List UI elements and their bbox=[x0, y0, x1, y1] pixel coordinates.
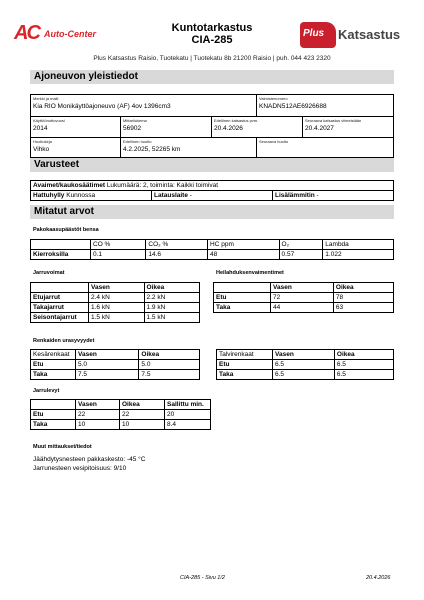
hat-shelf-value: Kunnossa bbox=[64, 192, 96, 199]
column-header: Vasen bbox=[76, 350, 139, 360]
row-label: Taka bbox=[31, 370, 76, 380]
brake-discs-title: Jarrulevyt bbox=[33, 388, 60, 394]
charger-cell bbox=[151, 190, 273, 201]
field-label: Seuraava huolto bbox=[259, 139, 289, 144]
table-corner bbox=[31, 400, 76, 410]
ac-logo-text: Auto-Center bbox=[44, 29, 96, 39]
intro-year-cell bbox=[30, 116, 120, 137]
emissions-table bbox=[30, 239, 394, 260]
column-header: CO₂ % bbox=[146, 240, 208, 250]
vin-cell bbox=[256, 94, 394, 116]
row-label: Kierroksilla bbox=[31, 250, 91, 260]
plus-katsastus-logo bbox=[300, 22, 410, 48]
column-header: Oikea bbox=[333, 283, 393, 293]
shocks-table bbox=[213, 282, 394, 313]
charger-label: Latauslaite bbox=[154, 192, 188, 199]
table-row bbox=[31, 370, 200, 380]
table-cell: 1.6 kN bbox=[89, 303, 145, 313]
tread-depth-title: Renkaiden urasyvyydet bbox=[33, 338, 95, 344]
keys-value: Lukumäärä: 2, toiminta: Kaikki toimivat bbox=[105, 182, 219, 189]
row-label: Etujarrut bbox=[31, 293, 89, 303]
table-header-row bbox=[214, 283, 394, 293]
table-header-row bbox=[31, 400, 211, 410]
summer-tires-table bbox=[30, 349, 200, 380]
row-label: Taka bbox=[217, 370, 273, 380]
table-corner bbox=[31, 283, 89, 293]
field-value: 56902 bbox=[123, 125, 142, 132]
column-header: Oikea bbox=[120, 400, 165, 410]
column-header: Oikea bbox=[334, 350, 393, 360]
table-cell: 44 bbox=[271, 303, 334, 313]
charger-value: - bbox=[187, 192, 192, 199]
table-corner bbox=[31, 240, 91, 250]
table-cell: 22 bbox=[120, 410, 165, 420]
table-cell: 6.5 bbox=[334, 370, 393, 380]
heater-cell bbox=[272, 190, 394, 201]
table-cell: 48 bbox=[208, 250, 280, 260]
table-row bbox=[217, 360, 394, 370]
field-value: KNADN512AE6926688 bbox=[259, 103, 327, 110]
table-row bbox=[214, 293, 394, 303]
table-corner bbox=[214, 283, 271, 293]
column-header: Talvirenkaat bbox=[217, 350, 273, 360]
section-heading-general: Ajoneuvon yleistiedot bbox=[30, 70, 394, 84]
row-label: Etu bbox=[214, 293, 271, 303]
document-title: Kuntotarkastus bbox=[171, 22, 253, 34]
table-cell: 8.4 bbox=[165, 420, 211, 430]
column-header: Vasen bbox=[271, 283, 334, 293]
table-row bbox=[31, 250, 394, 260]
table-row bbox=[214, 303, 394, 313]
field-label: Edellinen katsastus pvm. bbox=[214, 118, 259, 123]
previous-inspection-cell bbox=[211, 116, 302, 137]
field-label: Käyttöönottovuosi bbox=[33, 118, 65, 123]
table-row bbox=[31, 313, 200, 323]
plus-logo-badge bbox=[300, 22, 336, 48]
row-label: Taka bbox=[214, 303, 271, 313]
table-header-row bbox=[31, 283, 200, 293]
emissions-title: Pakokaasupäästöt bensa bbox=[33, 227, 99, 233]
field-label: Mittarilukema bbox=[123, 118, 147, 123]
table-cell: 5.0 bbox=[76, 360, 139, 370]
field-value: Vihko bbox=[33, 146, 50, 153]
previous-service-cell bbox=[120, 137, 256, 158]
table-cell: 6.5 bbox=[273, 370, 335, 380]
field-label: Huoltokirja bbox=[33, 139, 52, 144]
table-row bbox=[217, 370, 394, 380]
registration-number: CIA-285 bbox=[191, 34, 233, 46]
service-book-cell bbox=[30, 137, 120, 158]
field-value: 4.2.2025, 52265 km bbox=[123, 146, 181, 153]
next-inspection-cell bbox=[302, 116, 394, 137]
table-cell: 72 bbox=[271, 293, 334, 303]
table-cell: 7.5 bbox=[139, 370, 200, 380]
column-header: CO % bbox=[91, 240, 146, 250]
other-measurements-title: Muut mittaukset/tiedot bbox=[33, 444, 92, 450]
table-cell: 10 bbox=[76, 420, 120, 430]
ac-logo-mark: AC bbox=[14, 22, 39, 44]
field-label: Merkki ja malli bbox=[33, 96, 59, 101]
table-cell: 1.9 kN bbox=[144, 303, 200, 313]
brake-fluid-line: Jarrunesteen vesipitoisuus: 9/10 bbox=[33, 465, 127, 472]
general-info-grid bbox=[30, 94, 394, 158]
plus-logo-word: Plus bbox=[303, 28, 325, 39]
page-number: CIA-285 - Sivu 1/2 bbox=[180, 575, 225, 581]
hat-shelf-label: Hattuhylly bbox=[33, 192, 65, 199]
next-service-cell bbox=[256, 137, 394, 158]
column-header: Vasen bbox=[273, 350, 335, 360]
table-cell: 1.022 bbox=[323, 250, 394, 260]
heater-value: - bbox=[314, 192, 319, 199]
field-label: Valmistenumero bbox=[259, 96, 288, 101]
make-model-cell bbox=[30, 94, 256, 116]
table-cell: 10 bbox=[120, 420, 165, 430]
katsastus-logo-word: Katsastus bbox=[338, 27, 401, 42]
row-label: Taka bbox=[31, 420, 76, 430]
table-cell: 6.5 bbox=[273, 360, 335, 370]
row-label: Seisontajarrut bbox=[31, 313, 89, 323]
section-heading-equipment: Varusteet bbox=[30, 158, 394, 172]
column-header: HC ppm bbox=[208, 240, 280, 250]
table-row bbox=[31, 410, 211, 420]
table-cell: 1.5 kN bbox=[89, 313, 145, 323]
column-header: Sallittu min. bbox=[165, 400, 211, 410]
table-row bbox=[31, 293, 200, 303]
keys-label: Avaimet/kaukosäätimet bbox=[33, 182, 106, 189]
table-cell: 14.6 bbox=[146, 250, 208, 260]
field-value: 2014 bbox=[33, 125, 48, 132]
brakes-table bbox=[30, 282, 200, 323]
table-cell: 2.4 kN bbox=[89, 293, 145, 303]
table-row bbox=[31, 303, 200, 313]
table-cell: 7.5 bbox=[76, 370, 139, 380]
winter-tires-table bbox=[216, 349, 394, 380]
table-cell: 6.5 bbox=[334, 360, 393, 370]
column-header: Lambda bbox=[323, 240, 394, 250]
column-header: Kesärenkaat bbox=[31, 350, 76, 360]
field-value: Kia RIO Monikäyttöajoneuvo (AF) 4ov 1396cm3 bbox=[33, 103, 171, 110]
table-cell: 0.57 bbox=[279, 250, 323, 260]
column-header: Vasen bbox=[76, 400, 120, 410]
row-label: Etu bbox=[217, 360, 273, 370]
table-cell: 0.1 bbox=[91, 250, 146, 260]
odometer-cell bbox=[120, 116, 211, 137]
table-cell: 5.0 bbox=[139, 360, 200, 370]
column-header: Oikea bbox=[139, 350, 200, 360]
hat-shelf-cell bbox=[30, 190, 152, 201]
column-header: Oikea bbox=[144, 283, 200, 293]
brake-discs-table bbox=[30, 399, 211, 430]
table-cell: 20 bbox=[165, 410, 211, 420]
table-cell: 78 bbox=[333, 293, 393, 303]
coolant-freeze-line: Jäähdytysnesteen pakkaskesto: -45 °C bbox=[33, 456, 146, 463]
field-label: Edellinen huolto bbox=[123, 139, 152, 144]
column-header: O₂ bbox=[279, 240, 323, 250]
row-label: Etu bbox=[31, 360, 76, 370]
table-cell: 2.2 kN bbox=[144, 293, 200, 303]
table-header-row bbox=[31, 350, 200, 360]
table-row bbox=[31, 360, 200, 370]
field-label: Seuraava katsastus viimeistään bbox=[305, 118, 362, 123]
heater-label: Lisälämmitin bbox=[275, 192, 315, 199]
section-heading-measurements: Mitatut arvot bbox=[30, 205, 394, 219]
station-address: Plus Katsastus Raisio, Tuotekatu | Tuotekatu 8b 21200 Raisio | puh. 044 423 2320 bbox=[93, 55, 331, 62]
field-value: 20.4.2026 bbox=[214, 125, 243, 132]
row-label: Takajarrut bbox=[31, 303, 89, 313]
table-cell: 22 bbox=[76, 410, 120, 420]
footer-date: 20.4.2026 bbox=[366, 575, 391, 581]
table-row bbox=[31, 420, 211, 430]
table-header-row bbox=[217, 350, 394, 360]
field-value: 20.4.2027 bbox=[305, 125, 334, 132]
row-label: Etu bbox=[31, 410, 76, 420]
table-header-row bbox=[31, 240, 394, 250]
table-cell: 63 bbox=[333, 303, 393, 313]
table-cell: 1.5 kN bbox=[144, 313, 200, 323]
column-header: Vasen bbox=[89, 283, 145, 293]
brakes-title: Jarruvoimat bbox=[33, 270, 65, 276]
shocks-title: Heilahduksenvaimentimet bbox=[216, 270, 284, 276]
